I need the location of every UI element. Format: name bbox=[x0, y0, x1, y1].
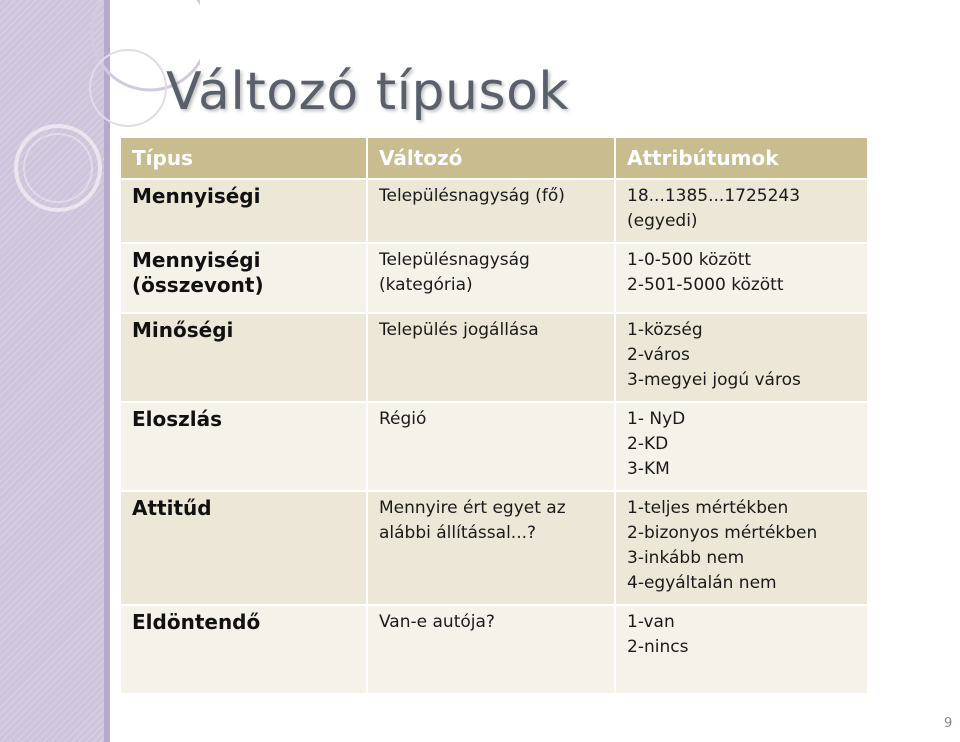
cell-line: Minőségi bbox=[132, 318, 234, 342]
cell-line: Attitűd bbox=[132, 496, 212, 520]
cell-line: 1-0-500 között bbox=[627, 250, 752, 270]
cell-line: 2-város bbox=[627, 345, 690, 365]
type-cell bbox=[121, 402, 367, 491]
cell-line: Település jogállása bbox=[379, 320, 539, 340]
cell-line: Eldöntendő bbox=[132, 610, 261, 634]
type-cell bbox=[121, 243, 367, 313]
attributes-cell bbox=[615, 313, 868, 402]
cell-line: alábbi állítással...? bbox=[379, 523, 537, 543]
attributes-cell bbox=[615, 605, 868, 693]
table-row bbox=[121, 179, 868, 243]
table-row bbox=[121, 243, 868, 313]
cell-line: 1-teljes mértékben bbox=[627, 498, 789, 518]
variable-types-table bbox=[121, 138, 869, 693]
slide-title: Változó típusok bbox=[166, 62, 570, 122]
attributes-cell bbox=[615, 243, 868, 313]
cell-line: 3-megyei jogú város bbox=[627, 370, 801, 390]
header-attributes: Attribútumok bbox=[615, 138, 868, 179]
variable-cell bbox=[367, 491, 615, 605]
cell-line: 1- NyD bbox=[627, 409, 686, 429]
cell-line: Eloszlás bbox=[132, 407, 223, 431]
cell-line: (egyedi) bbox=[627, 211, 698, 231]
cell-line: 3-KM bbox=[627, 459, 670, 479]
cell-line: Mennyiségi bbox=[132, 248, 261, 272]
attributes-cell bbox=[615, 491, 868, 605]
table-row bbox=[121, 313, 868, 402]
variable-cell bbox=[367, 402, 615, 491]
cell-line: 2-nincs bbox=[627, 637, 689, 657]
attributes-cell bbox=[615, 179, 868, 243]
cell-line: 2-KD bbox=[627, 434, 669, 454]
variable-cell bbox=[367, 313, 615, 402]
table-row bbox=[121, 491, 868, 605]
header-type: Típus bbox=[121, 138, 367, 179]
table-header-row bbox=[121, 138, 868, 179]
cell-line: (kategória) bbox=[379, 275, 473, 295]
cell-line: 2-501-5000 között bbox=[627, 275, 784, 295]
cell-line: 18...1385...1725243 bbox=[627, 186, 801, 206]
cell-line: 2-bizonyos mértékben bbox=[627, 523, 818, 543]
cell-line: Van-e autója? bbox=[379, 612, 495, 632]
cell-line: (összevont) bbox=[132, 273, 264, 297]
cell-line: Településnagyság bbox=[379, 250, 530, 270]
type-cell bbox=[121, 179, 367, 243]
attributes-cell bbox=[615, 402, 868, 491]
type-cell bbox=[121, 491, 367, 605]
type-cell bbox=[121, 605, 367, 693]
cell-line: 4-egyáltalán nem bbox=[627, 573, 777, 593]
header-variable: Változó bbox=[367, 138, 615, 179]
cell-line: Településnagyság (fő) bbox=[379, 186, 565, 206]
cell-line: Mennyiségi bbox=[132, 184, 261, 208]
variable-cell bbox=[367, 605, 615, 693]
page-number: 9 bbox=[944, 716, 953, 731]
cell-line: 3-inkább nem bbox=[627, 548, 745, 568]
cell-line: Mennyire ért egyet az bbox=[379, 498, 566, 518]
variable-cell bbox=[367, 179, 615, 243]
table-row bbox=[121, 402, 868, 491]
variable-cell bbox=[367, 243, 615, 313]
cell-line: 1-község bbox=[627, 320, 703, 340]
table-row bbox=[121, 605, 868, 693]
type-cell bbox=[121, 313, 367, 402]
cell-line: Régió bbox=[379, 409, 427, 429]
cell-line: 1-van bbox=[627, 612, 675, 632]
